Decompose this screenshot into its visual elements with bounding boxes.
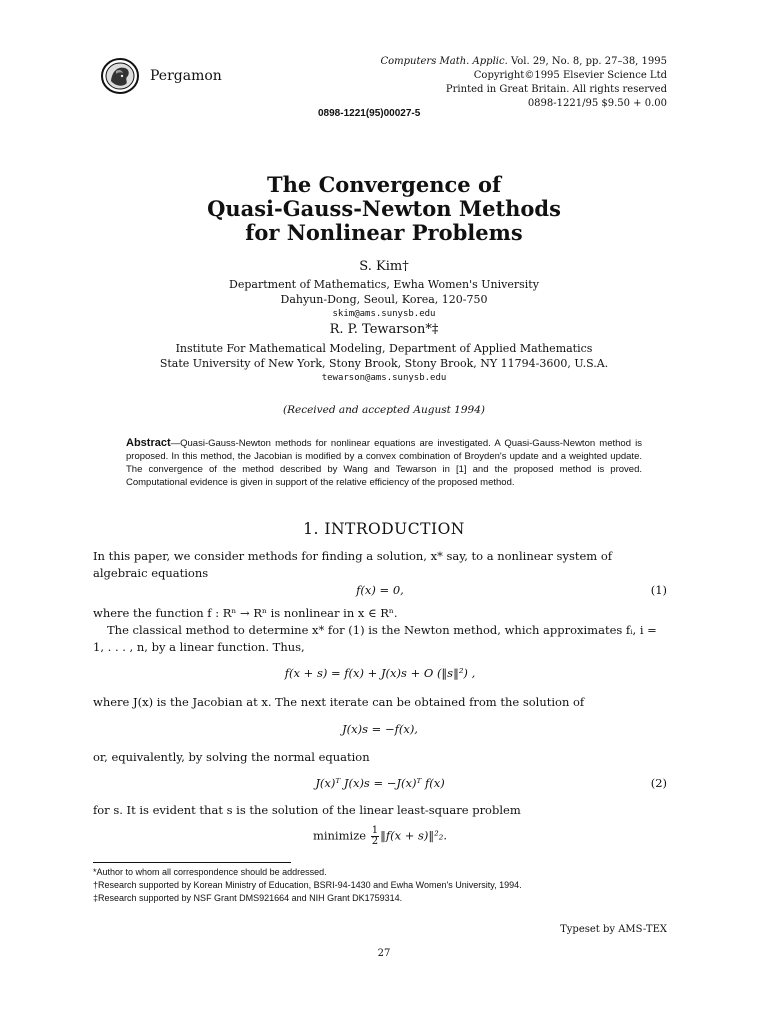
equation-number: (2) xyxy=(650,776,667,790)
paragraph: where the function f : Rⁿ → Rⁿ is nonlinear in x ∈ Rⁿ. xyxy=(93,606,398,620)
author-email: tewarson@ams.sunysb.edu xyxy=(321,373,447,383)
author-name: R. P. Tewarson*‡ xyxy=(329,322,439,337)
paragraph: The classical method to determine x* for (1) is the Newton method, which approximates fᵢ, i = 1, . . . , n, by a linear function. Thus, xyxy=(93,623,657,654)
fraction-denominator: 2 xyxy=(371,836,379,847)
paragraph: or, equivalently, by solving the normal equation xyxy=(93,750,370,764)
affiliation-line: State University of New York, Stony Brook, Stony Brook, NY 11794-3600, U.S.A. xyxy=(159,357,609,370)
footnotes xyxy=(93,866,673,905)
footnote: †Research supported by Korean Ministry of Education, BSRI-94-1430 and Ewha Women's University, 1994. xyxy=(93,880,522,890)
footnote: *Author to whom all correspondence should be addressed. xyxy=(93,867,327,877)
paragraph: where J(x) is the Jacobian at x. The next iterate can be obtained from the solution of xyxy=(93,695,585,709)
received-date: (Received and accepted August 1994) xyxy=(283,404,485,416)
footnote-rule xyxy=(93,862,291,863)
author-affiliation xyxy=(0,277,768,322)
abstract-label: Abstract xyxy=(126,437,171,449)
journal-citation xyxy=(327,55,667,111)
fraction-numerator: 1 xyxy=(371,825,379,836)
title-line-1: The Convergence of xyxy=(267,172,501,197)
title-line-3: for Nonlinear Problems xyxy=(245,220,523,245)
pergamon-logo-icon xyxy=(100,57,140,95)
equation: f(x + s) = f(x) + J(x)s + O (‖s‖²) , xyxy=(284,666,476,680)
equation-number: (1) xyxy=(650,583,667,597)
paper-title xyxy=(0,173,768,245)
fraction xyxy=(371,826,379,847)
footnote: ‡Research supported by NSF Grant DMS921664 and NIH Grant DK1759314. xyxy=(93,893,403,903)
printed-line: Printed in Great Britain. All rights reserved xyxy=(445,84,667,95)
equation-minimize xyxy=(93,826,667,847)
paragraph: In this paper, we consider methods for finding a solution, x* say, to a nonlinear system of algebraic equations xyxy=(93,549,613,580)
issn-price: 0898-1221/95 $9.50 + 0.00 xyxy=(527,98,667,109)
journal-name: Computers Math. Applic. xyxy=(380,56,508,67)
copyright-line: Copyright©1995 Elsevier Science Ltd xyxy=(473,70,667,81)
section-heading: 1. INTRODUCTION xyxy=(303,520,465,538)
author-name: S. Kim† xyxy=(359,259,409,274)
typeset-note: Typeset by AMS-TEX xyxy=(560,924,667,935)
author-affiliation xyxy=(0,341,768,386)
affiliation-line: Dahyun-Dong, Seoul, Korea, 120-750 xyxy=(280,293,488,306)
equation-word: minimize xyxy=(312,828,367,843)
author-email: skim@ams.sunysb.edu xyxy=(332,309,436,319)
title-line-2: Quasi-Gauss-Newton Methods xyxy=(207,196,561,221)
publisher-name: Pergamon xyxy=(150,68,222,84)
affiliation-line: Institute For Mathematical Modeling, Department of Applied Mathematics xyxy=(175,342,593,355)
equation-norm: ‖f(x + s)‖²₂. xyxy=(380,828,448,843)
equation: f(x) = 0, xyxy=(356,583,404,597)
doi: 0898-1221(95)00027-5 xyxy=(318,108,421,119)
abstract xyxy=(126,437,642,489)
paragraph: for s. It is evident that s is the solution of the linear least-square problem xyxy=(93,803,521,817)
equation: J(x)ᵀ J(x)s = −J(x)ᵀ f(x) xyxy=(315,776,445,790)
page-number: 27 xyxy=(377,948,391,959)
equation: J(x)s = −f(x), xyxy=(342,722,418,736)
affiliation-line: Department of Mathematics, Ewha Women's University xyxy=(229,278,539,291)
abstract-text: —Quasi-Gauss-Newton methods for nonlinear equations are investigated. A Quasi-Gauss-Newton method is proposed. In this method, the Jacobian is modified by a convex combination of Broyden's update and a weighted update. The convergence of the method described by Wang and Tewarson in [1] and the proposed method is proved. Computational evidence is given in support of the relative efficiency of the proposed method. xyxy=(126,438,642,488)
journal-volume: Vol. 29, No. 8, pp. 27–38, 1995 xyxy=(510,56,667,67)
